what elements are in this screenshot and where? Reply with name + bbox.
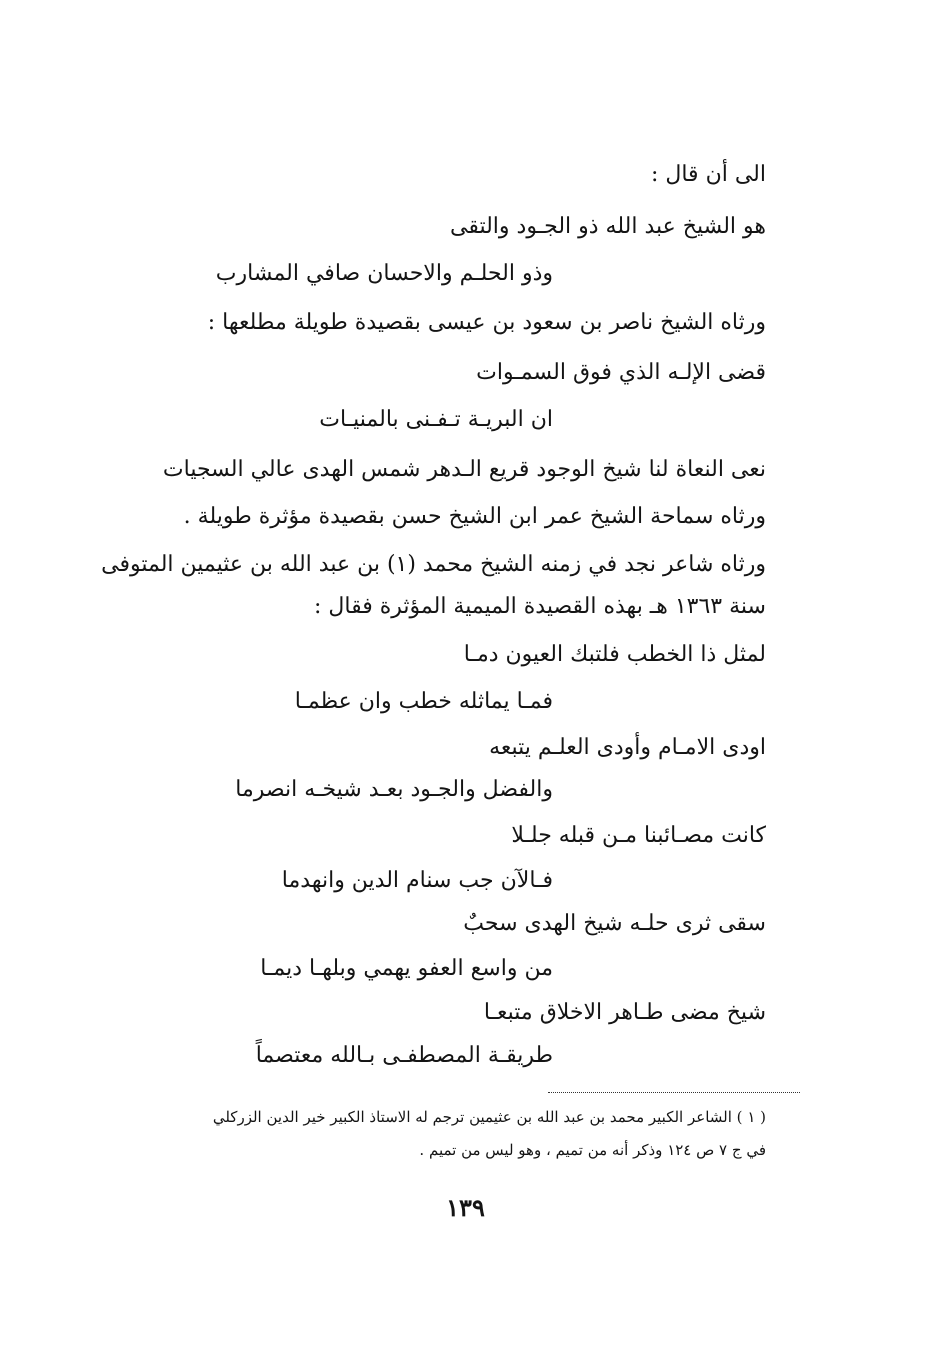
- verse-hemistich: شيخ مضى طـاهر الاخلاق متبعـا: [483, 1000, 766, 1025]
- text-line: ورثاه شاعر نجد في زمنه الشيخ محمد (١) بن عبد الله بن عثيمين المتوفى: [101, 552, 766, 577]
- verse-hemistich: فـالآن جب سنام الدين وانهدما: [281, 868, 553, 893]
- verse-hemistich: قضى الإلـه الذي فوق السمـوات: [476, 360, 766, 385]
- text-line: سنة ١٣٦٣ هـ بهذه القصيدة الميمية المؤثرة فقال :: [314, 594, 766, 619]
- verse-hemistich: طريقـة المصطفـى بـالله معتصماً: [255, 1043, 553, 1068]
- verse-hemistich: هو الشيخ عبد الله ذو الجـود والتقى: [449, 214, 766, 239]
- verse-hemistich: وذو الحلـم والاحسان صافي المشارب: [215, 261, 553, 286]
- verse-hemistich: فمـا يماثله خطب وان عظمـا: [294, 689, 553, 714]
- footnote-line: في ج ٧ ص ١٢٤ وذكر أنه من تميم ، وهو ليس من تميم .: [419, 1141, 766, 1159]
- text-line: ورثاه الشيخ ناصر بن سعود بن عيسى بقصيدة طويلة مطلعها :: [207, 310, 766, 335]
- verse-hemistich: اودى الامـام وأودى العلـم يتبعه: [489, 735, 766, 760]
- text-line-intro: الى أن قال :: [650, 162, 766, 187]
- text-line: ورثاه سماحة الشيخ عمر ابن الشيخ حسن بقصيدة مؤثرة طويلة .: [183, 504, 766, 529]
- footnote-line: ( ١ ) الشاعر الكبير محمد بن عبد الله بن عثيمين ترجم له الاستاذ الكبير خير الدين الزركلي: [212, 1108, 766, 1126]
- verse-hemistich: كانت مصـائبنا مـن قبله جلـلا: [511, 823, 766, 848]
- verse-hemistich: لمثل ذا الخطب فلتبك العيون دمـا: [463, 642, 766, 667]
- verse-hemistich: من واسع العفو يهمي وبلهـا ديمـا: [260, 956, 553, 981]
- verse-hemistich: والفضل والجـود بعـد شيخـه انصرما: [235, 777, 553, 802]
- verse-hemistich: ان البريـة تـفـنى بالمنيـات: [319, 407, 553, 432]
- footnote-separator: [548, 1092, 800, 1093]
- text-line: نعى النعاة لنا شيخ الوجود قريع الـدهر شمس الهدى عالي السجيات: [162, 457, 766, 482]
- page-number: ١٣٩: [446, 1193, 485, 1222]
- verse-hemistich: سقى ثرى حلـه شيخ الهدى سحبٌ: [463, 911, 766, 936]
